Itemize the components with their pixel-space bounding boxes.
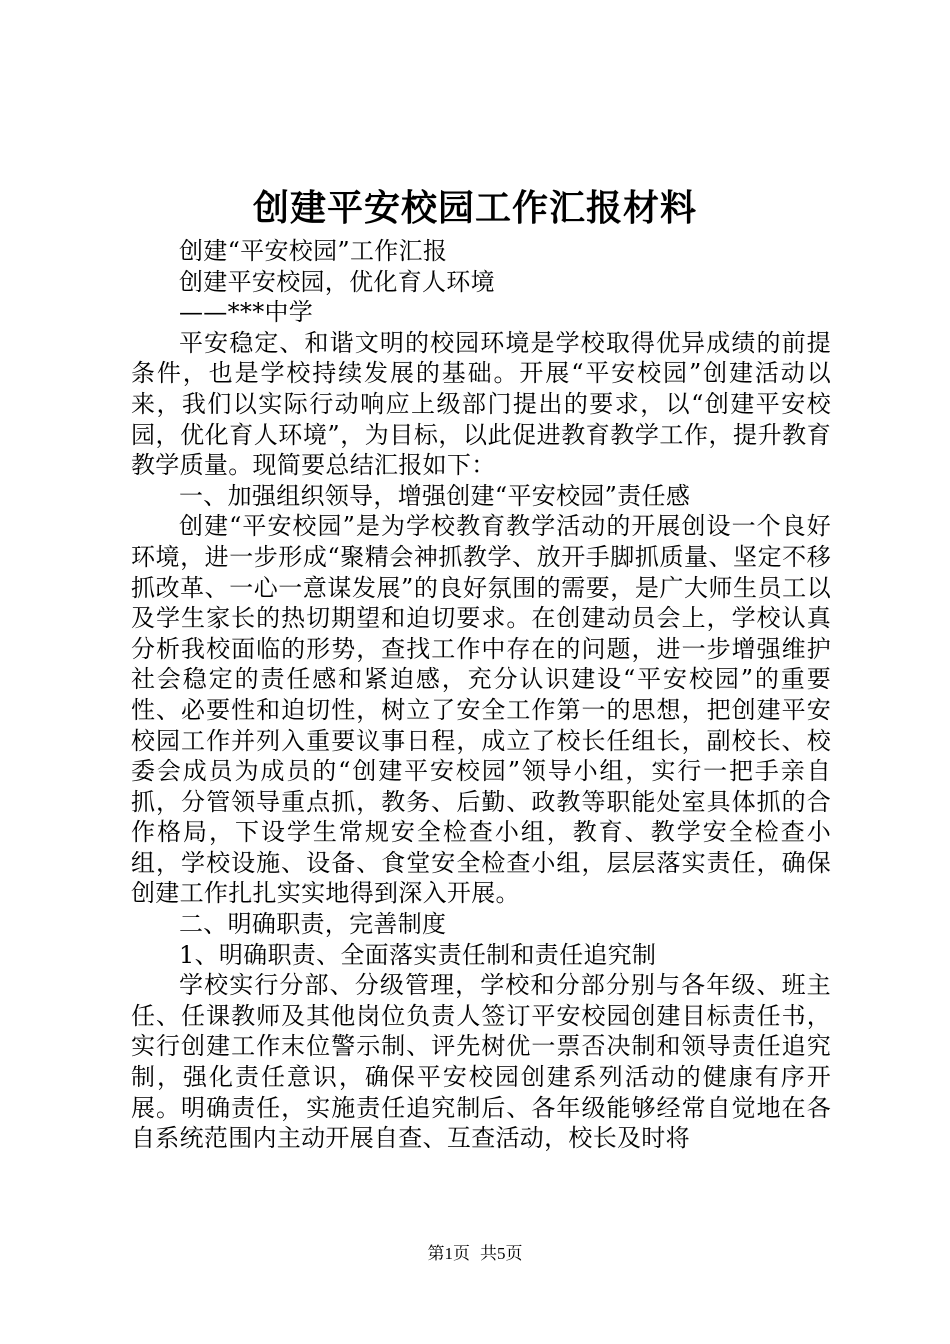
page-number: 第1页 — [427, 1244, 470, 1263]
section-heading-1: 一、加强组织领导，增强创建“平安校园”责任感 — [179, 481, 691, 510]
intro-paragraph: 平安稳定、和谐文明的校园环境是学校取得优异成绩的前提条件，也是学校持续发展的基础。开展“平安校园”创建活动以来，我们以实际行动响应上级部门提出的要求，以“创建平安校园，优化育人环境”，为目标，以此促进教育教学工作，提升教育教学质量。现简要总结汇报如下： — [131, 328, 831, 480]
subsection-2-1-paragraph: 学校实行分部、分级管理，学校和分部分别与各年级、班主任、任课教师及其他岗位负责人签订平安校园创建目标责任书，实行创建工作末位警示制、评先树优一票否决制和领导责任追究制，强化责任意识，确保平安校园创建系列活动的健康有序开展。明确责任，实施责任追究制后、各年级能够经常自觉地在各自系统范围内主动开展自查、互查活动，校长及时将 — [131, 971, 831, 1153]
document-body — [131, 236, 831, 1154]
document-title: 创建平安校园工作汇报材料 — [252, 187, 697, 229]
section-1-paragraph: 创建“平安校园”是为学校教育教学活动的开展创设一个良好环境，进一步形成“聚精会神抓教学、放开手脚抓质量、坚定不移抓改革、一心一意谋发展”的良好氛围的需要，是广大师生员工以及学生家长的热切期望和迫切要求。在创建动员会上，学校认真分析我校面临的形势，查找工作中存在的问题，进一步增强维护社会稳定的责任感和紧迫感，充分认识建设“平安校园”的重要性、必要性和迫切性，树立了安全工作第一的思想，把创建平安校园工作并列入重要议事日程，成立了校长任组长，副校长、校委会成员为成员的“创建平安校园”领导小组，实行一把手亲自抓，分管领导重点抓，教务、后勤、政教等职能处室具体抓的合作格局，下设学生常规安全检查小组，教育、教学安全检查小组，学校设施、设备、食堂安全检查小组，层层落实责任，确保创建工作扎扎实实地得到深入开展。 — [131, 512, 831, 908]
report-author: ——***中学 — [179, 298, 314, 327]
page-total: 共5页 — [480, 1244, 523, 1263]
page-footer — [0, 1242, 950, 1266]
report-subtitle: 创建平安校园，优化育人环境 — [179, 267, 495, 296]
section-heading-2: 二、明确职责，完善制度 — [179, 910, 447, 939]
subsection-heading-2-1: 1、明确职责、全面落实责任制和责任追究制 — [179, 940, 657, 969]
report-heading: 创建“平安校园”工作汇报 — [179, 237, 448, 265]
